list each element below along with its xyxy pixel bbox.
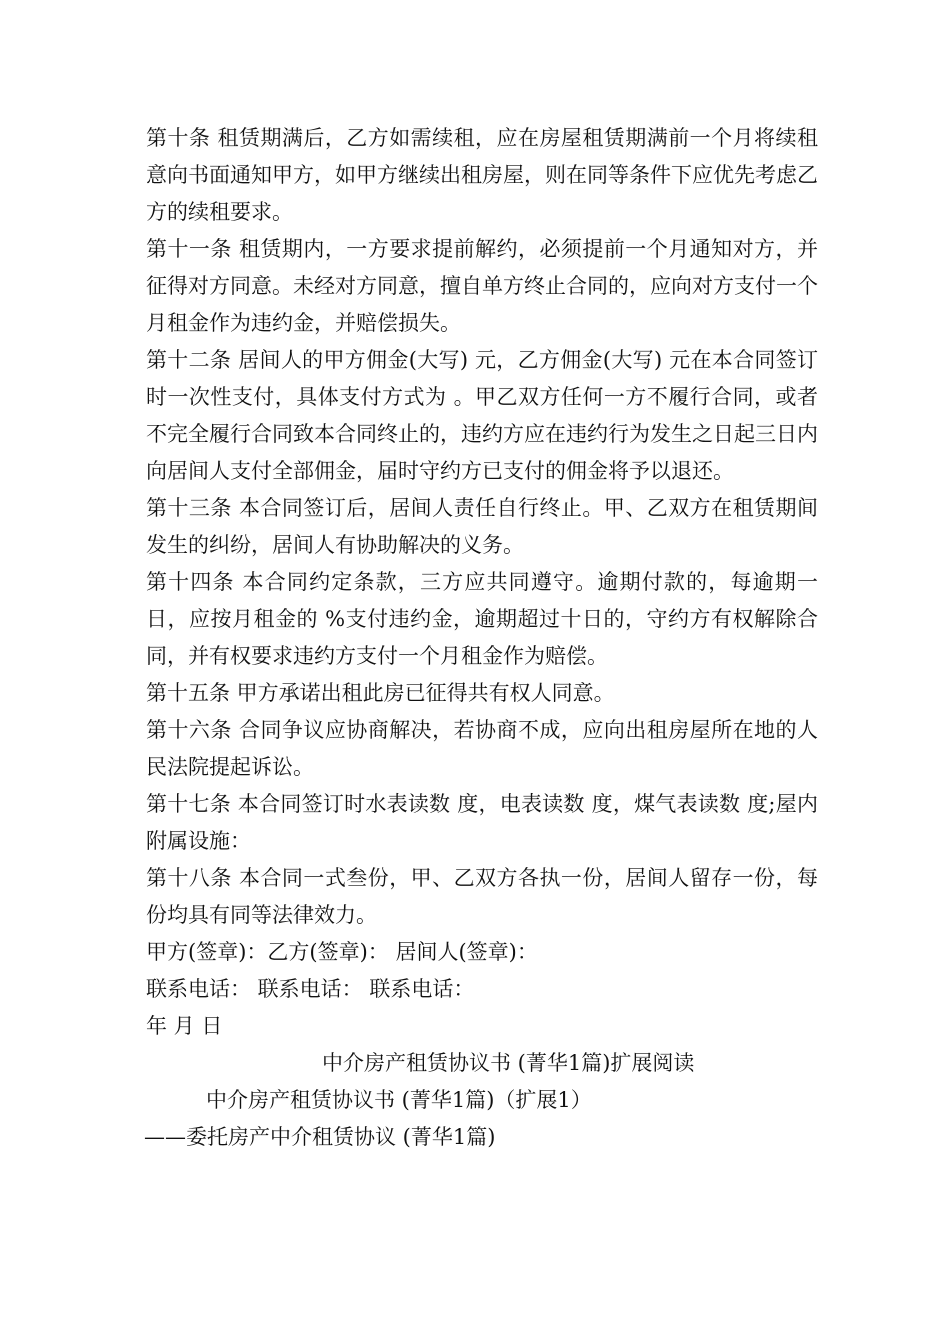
clause-15: 第十五条 甲方承诺出租此房已征得共有权人同意。	[146, 681, 615, 705]
extended-reading-subtitle: 中介房产租赁协议书 (菁华1篇)（扩展1）	[206, 1088, 592, 1112]
signature-line: 甲方(签章)：乙方(签章)： 居间人(签章)：	[146, 940, 538, 964]
clause-16: 第十六条 合同争议应协商解决，若协商不成，应向出租房屋所在地的人民法院提起诉讼。	[146, 718, 818, 779]
clause-12: 第十二条 居间人的甲方佣金(大写) 元，乙方佣金(大写) 元在本合同签订时一次性支付，具体支付方式为 。甲乙双方任何一方不履行合同，或者不完全履行合同致本合同终止的，违约方应在违约行为发生之日起三日内向居间人支付全部佣金，届时守约方已支付的佣金将予以退还。	[146, 348, 818, 483]
clause-10: 第十条 租赁期满后，乙方如需续租，应在房屋租赁期满前一个月将续租意向书面通知甲方，如甲方继续出租房屋，则在同等条件下应优先考虑乙方的续租要求。	[146, 126, 818, 224]
extended-reading-title: 中介房产租赁协议书 (菁华1篇)扩展阅读	[322, 1051, 695, 1075]
clause-18: 第十八条 本合同一式叁份，甲、乙双方各执一份，居间人留存一份，每份均具有同等法律效力。	[146, 866, 818, 927]
contact-line: 联系电话： 联系电话： 联系电话：	[146, 977, 475, 1001]
clause-11: 第十一条 租赁期内，一方要求提前解约，必须提前一个月通知对方，并征得对方同意。未经对方同意，擅自单方终止合同的，应向对方支付一个月租金作为违约金，并赔偿损失。	[146, 237, 818, 335]
clause-14: 第十四条 本合同约定条款，三方应共同遵守。逾期付款的，每逾期一日，应按月租金的 %支付违约金，逾期超过十日的，守约方有权解除合同，并有权要求违约方支付一个月租金作为赔偿。	[146, 570, 818, 668]
date-line: 年 月 日	[146, 1014, 223, 1038]
clause-17: 第十七条 本合同签订时水表读数 度，电表读数 度，煤气表读数 度;屋内附属设施：	[146, 792, 818, 853]
extended-reading-item: ——委托房产中介租赁协议 (菁华1篇)	[144, 1125, 496, 1149]
clause-13: 第十三条 本合同签订后，居间人责任自行终止。甲、乙双方在租赁期间发生的纠纷，居间人有协助解决的义务。	[146, 496, 818, 557]
document-body	[146, 120, 818, 1156]
